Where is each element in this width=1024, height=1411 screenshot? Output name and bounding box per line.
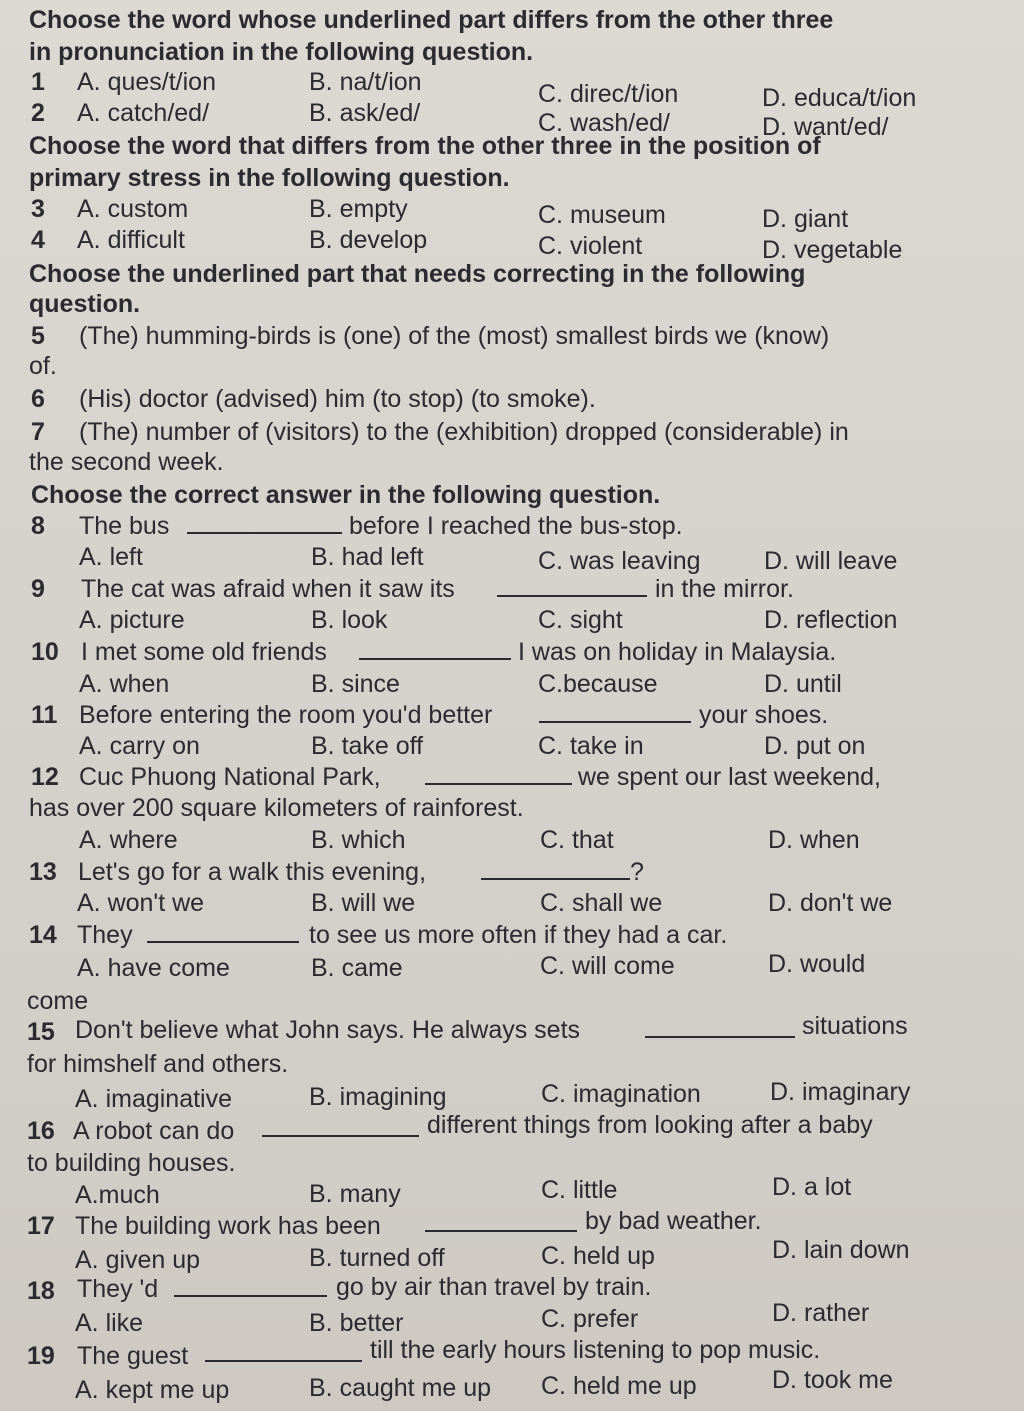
option-c: C. held me up [541,1372,697,1400]
option-a: A. picture [79,606,185,634]
section-heading: question. [29,290,141,318]
option-a: A.much [75,1181,160,1209]
question-6: 6 (His) doctor (advised) him (to stop) (to smoke). [31,385,596,413]
question-16: 16 A robot can do different things from looking after a baby [27,1111,873,1145]
question-11: 11 Before entering the room you'd better your shoes. [31,701,829,729]
option-c: C. wash/ed/ [538,109,671,137]
option-c: C. that [540,826,614,854]
question-10: 10 I met some old friends I was on holiday in Malaysia. [31,638,837,666]
option-a: A. like [75,1309,144,1337]
question-11-options [0,730,1024,762]
section-heading: Choose the correct answer in the following question. [31,481,661,509]
question-12: 12 Cuc Phuong National Park, we spent our last weekend, [31,763,881,791]
question-15-cont: for himshelf and others. [27,1050,289,1078]
question-14: 14 They to see us more often if they had a car. [29,921,728,949]
option-d: D. will leave [764,547,898,575]
question-8: 8 The bus before I reached the bus-stop. [31,512,683,540]
answer-blank [425,1208,577,1232]
question-16-options [0,1173,1024,1209]
option-b: B. had left [311,543,424,571]
section-heading: in pronunciation in the following question. [29,38,534,66]
question-3: 3 A. custom B. empty C. museum D. giant [31,195,849,233]
section-heading: Choose the word that differs from the other three in the position of [29,132,821,160]
section-heading: primary stress in the following question. [29,164,510,192]
answer-blank [205,1338,362,1362]
question-19: 19 The guest till the early hours listening to pop music. [27,1336,821,1370]
option-b: B. ask/ed/ [309,99,421,127]
option-a: A. where [79,826,178,854]
question-8-options [0,541,1024,573]
question-text: (The) number of (visitors) to the (exhibition) dropped (considerable) in [79,418,849,446]
option-a: A. carry on [79,732,200,760]
question-13: 13 Let's go for a walk this evening, ? [29,858,644,886]
question-7: 7 (The) number of (visitors) to the (exhibition) dropped (considerable) in [31,418,849,446]
option-b: B. caught me up [309,1374,492,1402]
option-b: B. develop [309,226,428,254]
option-d: D. would [768,950,866,978]
answer-blank [174,1273,327,1297]
option-d: D. want/ed/ [762,113,889,141]
question-15: 15 Don't believe what John says. He always sets situations [27,1012,908,1046]
option-a: A. imaginative [75,1085,233,1113]
question-19-options [0,1366,1024,1404]
option-a: A. custom [77,195,189,223]
option-d: D. don't we [768,889,893,917]
option-b: B. look [311,606,388,634]
option-c: C. imagination [541,1080,701,1108]
option-c: C. shall we [540,889,663,917]
option-c: C. will come [540,952,675,980]
option-a: A. kept me up [75,1376,230,1404]
answer-blank [262,1113,419,1137]
option-b: B. na/t/ion [309,68,422,96]
option-b: B. which [311,826,406,854]
option-b: B. since [311,670,400,698]
option-b: B. came [311,954,403,982]
option-a: A. ques/t/ion [77,68,216,96]
option-d: D. imaginary [770,1078,911,1106]
section-heading: Choose the word whose underlined part differs from the other three [29,6,834,34]
answer-blank [147,919,299,943]
option-c: C. take in [538,732,644,760]
option-d: D. until [764,670,842,698]
option-c: C. prefer [541,1305,639,1333]
option-d: D. put on [764,732,866,760]
option-a: A. difficult [77,226,185,254]
question-13-options [0,887,1024,919]
option-b: B. turned off [309,1244,445,1272]
question-18: 18 They 'd go by air than travel by train. [27,1273,652,1305]
option-c: C. direc/t/ion [538,80,679,108]
question-5: 5 (The) humming-birds is (one) of the (most) smallest birds we (know) [31,322,830,350]
option-d: D. a lot [772,1173,852,1201]
option-c: C. held up [541,1242,655,1270]
option-c: C. violent [538,232,643,260]
section-heading: Choose the underlined part that needs correcting in the following [29,260,806,288]
question-7-cont: the second week. [29,448,224,476]
question-14-options [0,952,1024,984]
answer-blank [497,573,647,597]
option-c: C. was leaving [538,547,701,575]
option-c: C. little [541,1176,618,1204]
option-b: B. many [309,1180,401,1208]
option-a: A. when [79,670,170,698]
question-4: 4 A. difficult B. develop C. violent D. vegetable [31,226,903,264]
option-b: B. imagining [309,1083,447,1111]
question-12-cont: has over 200 square kilometers of rainforest. [29,794,524,822]
option-a: A. left [79,543,143,571]
question-17-options [0,1236,1024,1274]
question-14-cont: come [27,987,89,1015]
question-18-options [0,1299,1024,1337]
question-9: 9 The cat was afraid when it saw its in the mirror. [31,575,794,603]
option-d: D. rather [772,1299,870,1327]
option-d: D. educa/t/ion [762,84,917,112]
question-16-cont: to building houses. [27,1149,236,1177]
answer-blank [481,856,630,880]
question-2: 2 A. catch/ed/ B. ask/ed/ C. wash/ed/ D. want/ed/ [31,99,889,141]
question-12-options [0,824,1024,856]
option-b: B. better [309,1309,404,1337]
question-9-options [0,604,1024,636]
option-a: A. given up [75,1246,201,1274]
question-17: 17 The building work has been by bad weather. [27,1207,762,1240]
answer-blank [187,510,342,534]
question-5-cont: of. [29,352,57,380]
option-b: B. take off [311,732,424,760]
question-text: (The) humming-birds is (one) of the (most) smallest birds we (know) [79,322,830,350]
option-d: D. reflection [764,606,898,634]
option-b: B. empty [309,195,408,223]
option-d: D. giant [762,205,849,233]
option-c: C. museum [538,201,666,229]
option-d: D. took me [772,1366,893,1394]
option-b: B. will we [311,889,416,917]
question-1: 1 A. ques/t/ion B. na/t/ion C. direc/t/ion D. educa/t/ion [31,68,917,112]
answer-blank [425,761,572,785]
question-text: (His) doctor (advised) him (to stop) (to smoke). [79,385,596,413]
answer-blank [645,1014,795,1038]
option-d: D. when [768,826,860,854]
option-c: C.because [538,670,658,698]
option-d: D. vegetable [762,236,903,264]
answer-blank [539,699,691,723]
question-10-options [0,668,1024,700]
option-a: A. have come [77,954,230,982]
option-d: D. lain down [772,1236,910,1264]
question-15-options [0,1080,1024,1112]
option-a: A. won't we [77,889,205,917]
answer-blank [359,636,511,660]
option-a: A. catch/ed/ [77,99,210,127]
option-c: C. sight [538,606,623,634]
